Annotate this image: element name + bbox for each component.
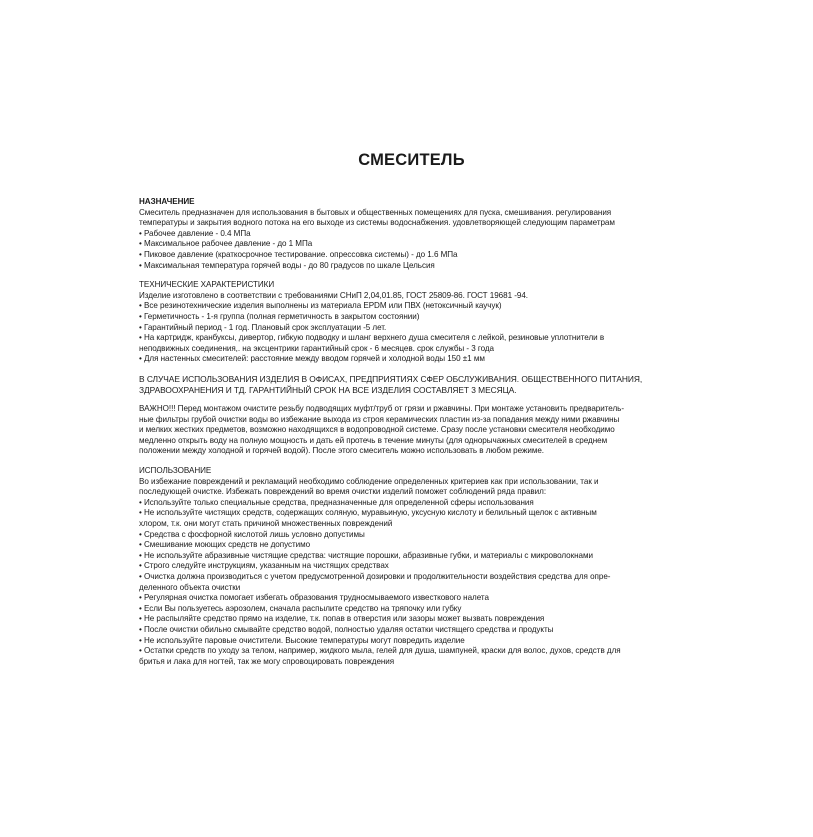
- section-1: [139, 280, 684, 365]
- document-title: СМЕСИТЕЛЬ: [358, 151, 465, 169]
- text-line: • Средства с фосфорной кислотой лишь условно допустимы: [139, 529, 365, 539]
- text-line: • Не используйте чистящих средств, содержащих соляную, муравьиную, уксусную кислоту и белильный щелок с активным: [139, 508, 597, 518]
- text-line: • Не распыляйте средство прямо на изделие, т.к. попав в отверстия или зазоры может вызвать повреждения: [139, 614, 545, 624]
- text-line: температуры и закрытия водного потока на его выходе из системы водоснабжения. удовлетворяющей следующим параметрам: [139, 218, 615, 228]
- text-line: • Все резинотехнические изделия выполнены из материала EPDM или ПВХ (нетоксичный каучук): [139, 301, 502, 311]
- section-2: [139, 374, 684, 395]
- text-line: медленно открыть воду на полную мощность и дать ей протечь в течение минуты (для однорычажных смесителей в среднем: [139, 435, 608, 445]
- text-line: Изделие изготовлено в соответствии с требованиями СНиП 2,04,01.85, ГОСТ 25809-86. ГОСТ 19681 -94.: [139, 290, 528, 300]
- text-line: ВАЖНО!!! Перед монтажом очистите резьбу подводящих муфт/труб от грязи и ржавчины. При монтаже установить предваритель-: [139, 404, 624, 414]
- document-body: [139, 197, 684, 667]
- text-line: • Пиковое давление (краткосрочное тестирование. опрессовка системы) - до 1.6 МПа: [139, 249, 458, 259]
- text-line: ТЕХНИЧЕСКИЕ ХАРАКТЕРИСТИКИ: [139, 280, 275, 290]
- section-4: [139, 466, 684, 667]
- section-heading: НАЗНАЧЕНИЕ: [139, 197, 195, 206]
- text-line: Смеситель предназначен для использования в бытовых и общественных помещениях для пуска, смешивания. регулирования: [139, 207, 612, 217]
- text-line: • Очистка должна производиться с учетом предусмотренной дозировки и продолжительности воздействия средства для опре-: [139, 572, 611, 581]
- text-line: • Рабочее давление - 0.4 МПа: [139, 228, 251, 238]
- text-line: • Если Вы пользуетесь аэрозолем, сначала распылите средство на тряпочку или губку: [139, 603, 462, 613]
- text-line: Во избежание повреждений и рекламаций необходимо соблюдение определенных критериев как при использовании, так и: [139, 476, 599, 486]
- text-line: и мелких жестких предметов, возможно находящихся в водопроводной системе. Сразу после установки смесителя необходимо: [139, 425, 615, 435]
- text-line: положении между холодной и горячей водой). После этого смеситель можно использовать в любом режиме.: [139, 446, 544, 456]
- text-line: • На картридж, кранбуксы, дивертор, гибкую подводку и шланг верхнего душа смесителя с лейкой, резиновые уплотнители в: [139, 333, 605, 343]
- text-line: • Регулярная очистка помогает избегать образования трудносмываемого известкового налета: [139, 593, 489, 603]
- text-line: ИСПОЛЬЗОВАНИЕ: [139, 466, 212, 476]
- text-line: • Смешивание моющих средств не допустимо: [139, 540, 311, 550]
- text-line: • Для настенных смесителей: расстояние между вводом горячей и холодной воды 150 ±1 мм: [139, 354, 485, 364]
- text-line: бритья и лака для ногтей, так же могу спровоцировать повреждения: [139, 656, 395, 666]
- text-line: ные фильтры грубой очистки воды во избежание выхода из строя керамических пластин из-за попадания между ними ржавчины: [139, 414, 620, 424]
- text-line: • Строго следуйте инструкциям, указанным на чистящих средствах: [139, 561, 389, 571]
- text-line: • Остатки средств по уходу за телом, например, жидкого мыла, гелей для душа, шампуней, краски для волос, духов, средств для: [139, 646, 621, 656]
- text-line: • После очистки обильно смывайте средство водой, полностью удаляя остатки чистящего средства и продукты: [139, 624, 554, 634]
- text-line: • Используйте только специальные средства, предназначенные для определенной сферы использования: [139, 497, 534, 507]
- text-line: ЗДРАВООХРАНЕНИЯ И ТД. ГАРАНТИЙНЫЙ СРОК НА ВСЕ ИЗДЕЛИЯ СОСТАВЛЯЕТ 3 МЕСЯЦА.: [139, 384, 517, 395]
- text-line: • Герметичность - 1-я группа (полная герметичность в закрытом состоянии): [139, 311, 420, 321]
- text-line: В СЛУЧАЕ ИСПОЛЬЗОВАНИЯ ИЗДЕЛИЯ В ОФИСАХ, ПРЕДПРИЯТИЯХ СФЕР ОБСЛУЖИВАНИЯ. ОБЩЕСТВЕННОГО ПИТАНИЯ,: [139, 373, 643, 384]
- text-line: неподвижных соединения,. на эксцентрики гарантийный срок - 6 месяцев. срок службы - 3 года: [139, 343, 494, 353]
- text-line: • Максимальное рабочее давление - до 1 МПа: [139, 239, 313, 249]
- text-line: деленного объекта очистки: [139, 582, 241, 592]
- text-line: • Гарантийный период - 1 год. Плановый срок эксплуатации -5 лет.: [139, 322, 387, 332]
- section-0: [139, 197, 684, 271]
- text-line: • Максимальная температура горячей воды - до 80 градусов по шкале Цельсия: [139, 260, 435, 270]
- section-3: [139, 404, 684, 457]
- document-page: [139, 150, 684, 676]
- text-line: хлором, т.к. они могут стать причиной множественных повреждений: [139, 519, 393, 529]
- text-line: последующей очистке. Избежать повреждений во время очистки изделий поможет соблюдений ряда правил:: [139, 487, 547, 497]
- text-line: • Не используйте абразивные чистящие средства: чистящие порошки, абразивные губки, и материалы с микроволокнами: [139, 550, 593, 560]
- text-line: • Не используйте паровые очистители. Высокие температуры могут повредить изделие: [139, 635, 465, 645]
